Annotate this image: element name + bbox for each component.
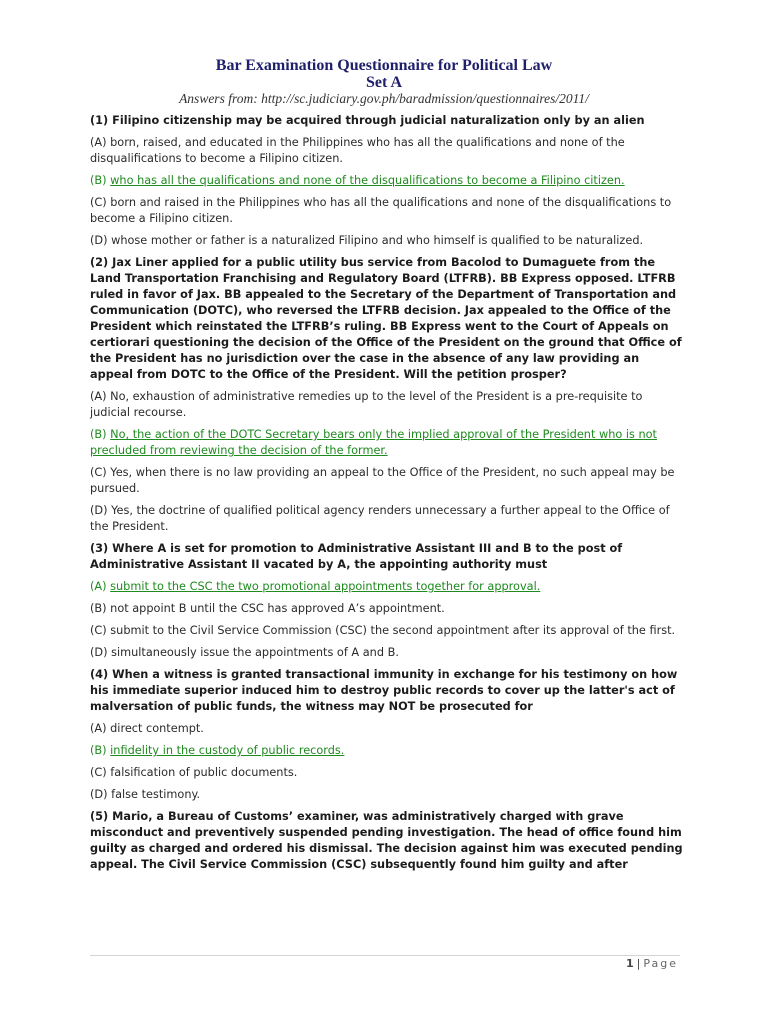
- answer-text: who has all the qualifications and none of the disqualifications to become a Filipino citizen.: [110, 174, 625, 187]
- question-5: [90, 809, 685, 873]
- option-letter: (A): [90, 722, 107, 735]
- question-number: (4): [90, 668, 109, 681]
- option-2b-correct: [90, 427, 685, 459]
- option-1d: [90, 233, 685, 249]
- page-number: 1: [625, 957, 634, 970]
- document-title-line2: Set A: [366, 74, 402, 91]
- option-1c: [90, 195, 685, 227]
- question-3: [90, 541, 685, 573]
- option-letter: (C): [90, 196, 107, 209]
- option-text: simultaneously issue the appointments of A and B.: [111, 646, 399, 659]
- option-text: not appoint B until the CSC has approved A’s appointment.: [110, 602, 445, 615]
- option-letter: (D): [90, 234, 108, 247]
- option-letter: (C): [90, 466, 107, 479]
- option-text: Yes, the doctrine of qualified political agency renders unnecessary a further appeal to the Office of the President.: [90, 504, 670, 533]
- option-1a: [90, 135, 685, 167]
- answer-text: infidelity in the custody of public records.: [110, 744, 345, 757]
- question-text: Where A is set for promotion to Administrative Assistant III and B to the post of Administrative Assistant II vacated by A, the appointing authority must: [90, 542, 623, 571]
- page-label: Page: [643, 957, 678, 970]
- answers-source: Answers from: http://sc.judiciary.gov.ph/baradmission/questionnaires/2011/: [179, 91, 589, 106]
- option-text: falsification of public documents.: [110, 766, 298, 779]
- question-text: When a witness is granted transactional immunity in exchange for his testimony on how his immediate superior induced him to destroy public records to cover up the latter's act of malversation of public funds, the witness may NOT be prosecuted for: [90, 668, 678, 713]
- question-2: [90, 255, 685, 383]
- question-number: (3): [90, 542, 109, 555]
- question-number: (5): [90, 810, 109, 823]
- question-text: Filipino citizenship may be acquired through judicial naturalization only by an alien: [112, 114, 645, 127]
- question-text: Mario, a Bureau of Customs’ examiner, was administratively charged with grave misconduct and preventively suspended pending investigation. The head of office found him guilty as charged and ordered his dismissal. The decision against him was executed pending appeal. The Civil Service Commission (CSC) subsequently found him guilty and after: [90, 810, 683, 871]
- option-3b: [90, 601, 685, 617]
- question-text: Jax Liner applied for a public utility bus service from Bacolod to Dumaguete from the Land Transportation Franchising and Regulatory Board (LTFRB). BB Express opposed. LTFRB ruled in favor of Jax. BB appealed to the Secretary of the Department of Transportation and Communication (DOTC), who reversed the LTFRB decision. Jax appealed to the Office of the President which reinstated the LTFRB’s ruling. BB Express went to the Court of Appeals on certiorari questioning the decision of the Office of the President on the ground that Office of the President has no jurisdiction over the case in the absence of any law providing an appeal from DOTC to the Office of the President. Will the petition prosper?: [90, 256, 682, 381]
- question-4: [90, 667, 685, 715]
- option-letter: (B): [90, 744, 107, 757]
- option-text: whose mother or father is a naturalized Filipino and who himself is qualified to be naturalized.: [111, 234, 644, 247]
- option-text: false testimony.: [111, 788, 201, 801]
- option-letter: (B): [90, 174, 107, 187]
- page-separator: |: [636, 957, 641, 970]
- option-letter: (D): [90, 788, 108, 801]
- question-1: [90, 113, 685, 129]
- option-3a-correct: [90, 579, 685, 595]
- option-letter: (A): [90, 390, 107, 403]
- question-number: (1): [90, 114, 109, 127]
- option-text: Yes, when there is no law providing an appeal to the Office of the President, no such appeal may be pursued.: [90, 466, 675, 495]
- option-letter: (D): [90, 504, 108, 517]
- option-2d: [90, 503, 685, 535]
- option-3d: [90, 645, 685, 661]
- question-number: (2): [90, 256, 109, 269]
- option-4b-correct: [90, 743, 685, 759]
- footer-divider: [90, 955, 680, 956]
- option-1b-correct: [90, 173, 685, 189]
- option-2c: [90, 465, 685, 497]
- option-text: born, raised, and educated in the Philippines who has all the qualifications and none of the disqualifications to become a Filipino citizen.: [90, 136, 625, 165]
- option-letter: (D): [90, 646, 108, 659]
- option-4c: [90, 765, 685, 781]
- option-letter: (B): [90, 602, 107, 615]
- option-letter: (B): [90, 428, 107, 441]
- option-letter: (C): [90, 624, 107, 637]
- option-text: born and raised in the Philippines who has all the qualifications and none of the disqualifications to become a Filipino citizen.: [90, 196, 672, 225]
- option-4a: [90, 721, 685, 737]
- document-title-line1: Bar Examination Questionnaire for Political Law: [215, 57, 553, 74]
- answer-text: submit to the CSC the two promotional appointments together for approval.: [110, 580, 541, 593]
- page-footer: [626, 957, 678, 970]
- question-list: [90, 113, 685, 879]
- option-4d: [90, 787, 685, 803]
- option-text: direct contempt.: [110, 722, 204, 735]
- option-letter: (A): [90, 136, 107, 149]
- option-2a: [90, 389, 685, 421]
- option-text: No, exhaustion of administrative remedies up to the level of the President is a pre-requisite to judicial recourse.: [90, 390, 643, 419]
- option-letter: (C): [90, 766, 107, 779]
- answer-text: No, the action of the DOTC Secretary bears only the implied approval of the President who is not precluded from reviewing the decision of the former.: [90, 428, 657, 457]
- option-letter: (A): [90, 580, 107, 593]
- option-3c: [90, 623, 685, 639]
- option-text: submit to the Civil Service Commission (CSC) the second appointment after its approval of the first.: [110, 624, 676, 637]
